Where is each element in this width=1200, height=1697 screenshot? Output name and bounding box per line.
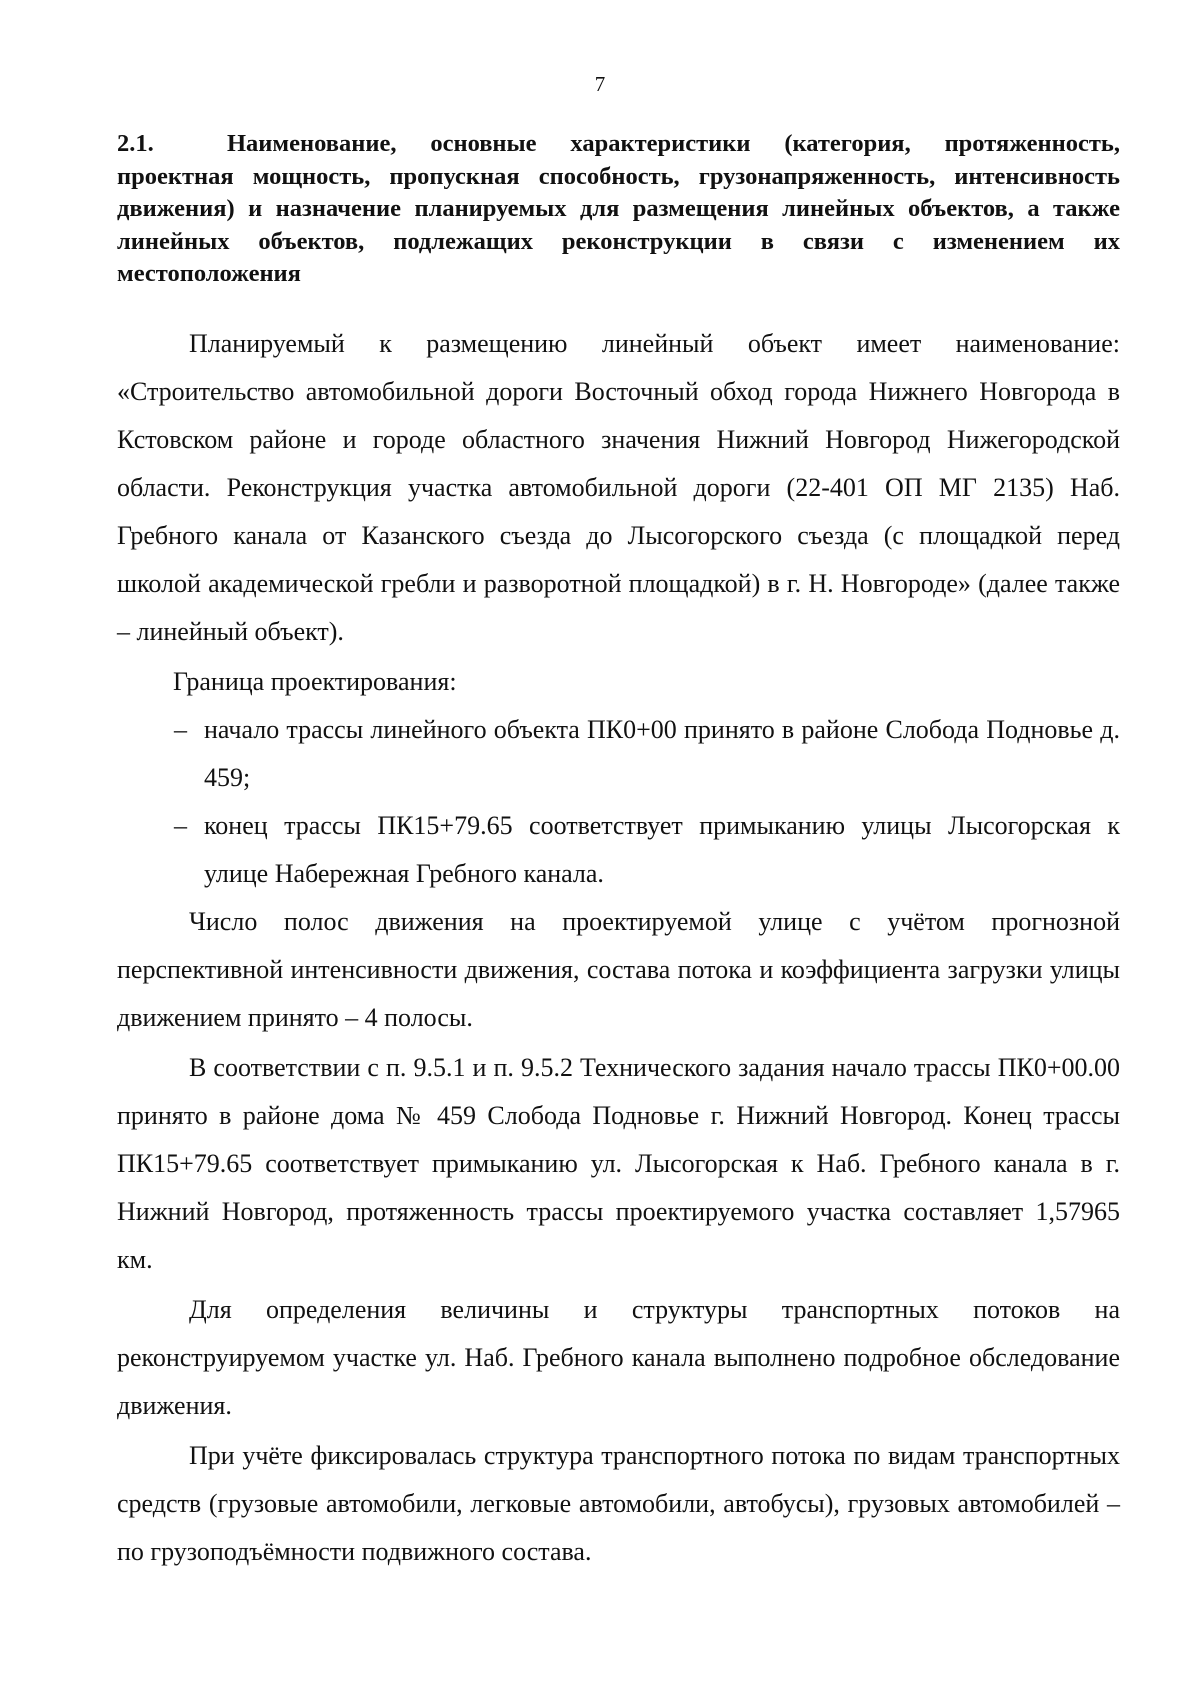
page-number: 7 [594, 72, 606, 96]
section-number: 2.1. [117, 130, 154, 157]
paragraph-route-start-end: В соответствии с п. 9.5.1 и п. 9.5.2 Технического задания начало трассы ПК0+00.00 принято в районе дома № 459 Слобода Подновье г. Нижний Новгород. Конец трассы ПК15+79.65 соответствует примыканию ул. Лысогорская к Наб. Гребного канала в г. Нижний Новгород, протяженность трассы проектируемого участка составляет 1,57965 км. [117, 1053, 1120, 1274]
paragraph-design-boundary: Граница проектирования: [173, 667, 457, 696]
document-body [117, 320, 1120, 1576]
paragraph-traffic-structure: При учёте фиксировалась структура транспортного потока по видам транспортных средств (грузовые автомобили, легковые автомобили, автобусы), грузовых автомобилей – по грузоподъёмности подвижного состава. [117, 1441, 1120, 1566]
list-item-text: конец трассы ПК15+79.65 соответствует примыканию улицы Лысогорская к улице Набережная Гребного канала. [204, 811, 1120, 888]
list-dash: – [174, 715, 187, 744]
list-item [117, 802, 1120, 898]
list-item-text: начало трассы линейного объекта ПК0+00 принято в районе Слобода Подновье д. 459; [204, 715, 1120, 792]
section-heading [117, 128, 1120, 291]
list-item [117, 706, 1120, 802]
paragraph-lanes: Число полос движения на проектируемой улице с учётом прогнозной перспективной интенсивности движения, состава потока и коэффициента загрузки улицы движением принято – 4 полосы. [117, 907, 1120, 1032]
list-dash: – [174, 811, 187, 840]
section-title: Наименование, основные характеристики (категория, протяженность, проектная мощность, пропускная способность, грузонапряженность, интенсивность движения) и назначение планируемых для размещения линейных объектов, а также линейных объектов, подлежащих реконструкции в связи с изменением их местоположения [117, 130, 1120, 287]
paragraph-object-name: Планируемый к размещению линейный объект имеет наименование: «Строительство автомобильной дороги Восточный обход города Нижнего Новгорода в Кстовском районе и городе областного значения Нижний Новгород Нижегородской области. Реконструкция участка автомобильной дороги (22-401 ОП МГ 2135) Наб. Гребного канала от Казанского съезда до Лысогорского съезда (с площадкой перед школой академической гребли и разворотной площадкой) в г. Н. Новгороде» (далее также – линейный объект). [117, 329, 1120, 646]
paragraph-traffic-survey: Для определения величины и структуры транспортных потоков на реконструируемом участке ул. Наб. Гребного канала выполнено подробное обследование движения. [117, 1295, 1120, 1420]
